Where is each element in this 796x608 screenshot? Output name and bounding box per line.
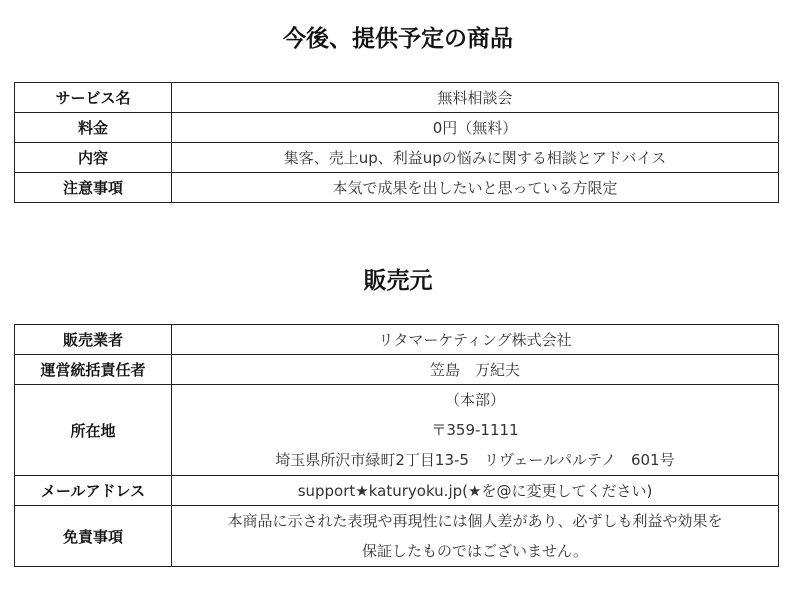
content-label: 内容: [15, 143, 172, 173]
seller-label: 販売業者: [15, 325, 172, 355]
table-row: [15, 173, 779, 203]
address-line-postal-code: 〒359-1111: [431, 421, 519, 439]
seller-value: リタマーケティング株式会社: [172, 325, 779, 355]
disclaimer-line-1: 本商品に示された表現や再現性には個人差があり、必ずしも利益や効果を: [227, 512, 723, 530]
table-row: [15, 476, 779, 506]
address-line-street: 埼玉県所沢市緑町2丁目13-5 リヴェールパルテノ 601号: [275, 451, 675, 469]
notes-value: 本気で成果を出したいと思っている方限定: [172, 173, 779, 203]
table-row: [15, 385, 779, 476]
table-row: [15, 355, 779, 385]
disclaimer-value: [172, 506, 779, 567]
product-table: [14, 82, 779, 203]
table-row: [15, 83, 779, 113]
email-label: メールアドレス: [15, 476, 172, 506]
table-row: [15, 113, 779, 143]
seller-section-title: 販売元: [363, 268, 433, 294]
service-name-label: サービス名: [15, 83, 172, 113]
seller-table: [14, 324, 779, 567]
manager-label: 運営統括責任者: [15, 355, 172, 385]
price-label: 料金: [15, 113, 172, 143]
manager-value: 笠島 万紀夫: [172, 355, 779, 385]
address-label: 所在地: [15, 385, 172, 476]
table-row: [15, 325, 779, 355]
product-section-title: 今後、提供予定の商品: [283, 26, 513, 52]
email-value: support★katuryoku.jp(★を@に変更してください): [172, 476, 779, 506]
price-value: 0円（無料）: [172, 113, 779, 143]
service-name-value: 無料相談会: [172, 83, 779, 113]
table-row: [15, 143, 779, 173]
notes-label: 注意事項: [15, 173, 172, 203]
table-row: [15, 506, 779, 567]
disclaimer-line-2: 保証したものではございません。: [362, 542, 588, 560]
disclaimer-label: 免責事項: [15, 506, 172, 567]
address-line-head-office: （本部）: [444, 391, 505, 409]
address-value: [172, 385, 779, 476]
content-value: 集客、売上up、利益upの悩みに関する相談とアドバイス: [172, 143, 779, 173]
